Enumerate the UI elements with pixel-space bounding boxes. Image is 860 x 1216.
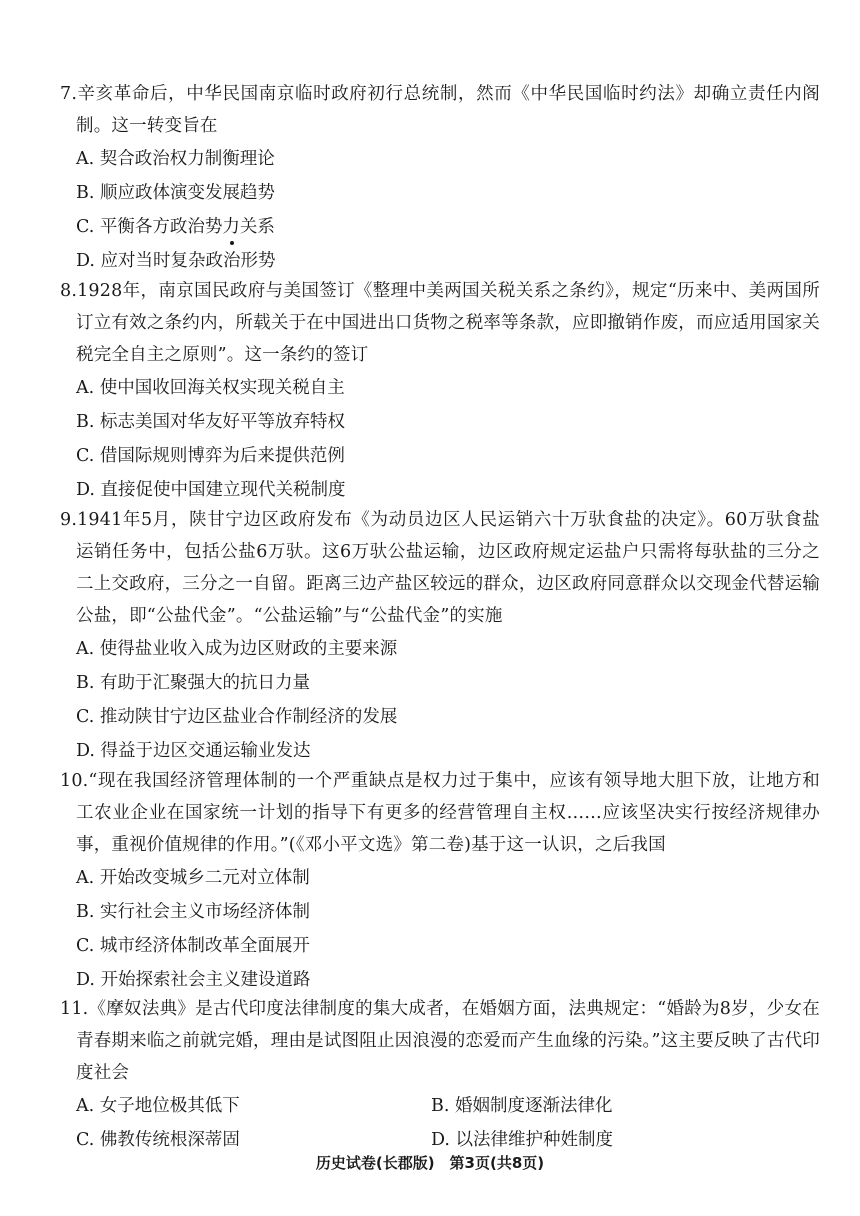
option-a[interactable]: A. 女子地位极其低下 <box>76 1096 240 1116</box>
question-stem: 8.1928年，南京国民政府与美国签订《整理中美两国关税关系之条约》，规定“历来中、美两国所订立有效之条约内，所载关于在中国进出口货物之税率等条款，应即撤销作废，而应适用国家关税完全自主之原则”。这一条约的签订 <box>60 281 820 365</box>
option-d[interactable]: D. 得益于边区交通运输业发达 <box>76 741 311 761</box>
option-c[interactable]: C. 佛教传统根深蒂固 <box>76 1130 240 1150</box>
option-list <box>60 632 820 768</box>
option-list <box>60 142 820 278</box>
option-b[interactable]: B. 婚姻制度逐渐法律化 <box>431 1096 613 1116</box>
option-d[interactable]: D. 以法律维护种姓制度 <box>431 1130 614 1150</box>
question-11 <box>60 993 820 1157</box>
option-b[interactable]: B. 有助于汇聚强大的抗日力量 <box>76 673 310 693</box>
option-b[interactable]: B. 顺应政体演变发展趋势 <box>76 183 275 203</box>
question-stem: 9.1941年5月，陕甘宁边区政府发布《为动员边区人民运销六十万驮食盐的决定》。60万驮食盐运销任务中，包括公盐6万驮。这6万驮公盐运输，边区政府规定运盐户只需将每驮盐的三分之二上交政府，三分之一自留。距离三边产盐区较远的群众，边区政府同意群众以交现金代替运输公盐，即“公盐代金”。“公盐运输”与“公盐代金”的实施 <box>60 510 820 626</box>
emphasis-dot-char: 治 <box>223 244 241 278</box>
question-stem: 7.辛亥革命后，中华民国南京临时政府初行总统制，然而《中华民国临时约法》却确立责任内阁制。这一转变旨在 <box>60 84 820 136</box>
question-7 <box>60 78 820 278</box>
option-list <box>60 1089 820 1157</box>
question-9 <box>60 504 820 768</box>
option-d-text-start: D. 应对当时复杂政 <box>76 251 224 271</box>
option-b[interactable]: B. 实行社会主义市场经济体制 <box>76 902 310 922</box>
option-list <box>60 861 820 997</box>
option-d[interactable]: D. 开始探索社会主义建设道路 <box>76 970 311 990</box>
option-d[interactable] <box>76 244 820 278</box>
option-a[interactable]: A. 使得盐业收入成为边区财政的主要来源 <box>76 639 398 659</box>
option-c[interactable]: C. 城市经济体制改革全面展开 <box>76 936 310 956</box>
option-c[interactable]: C. 推动陕甘宁边区盐业合作制经济的发展 <box>76 707 398 727</box>
option-list <box>60 371 820 507</box>
option-a[interactable]: A. 契合政治权力制衡理论 <box>76 149 275 169</box>
question-8 <box>60 275 820 507</box>
question-stem: 11.《摩奴法典》是古代印度法律制度的集大成者，在婚姻方面，法典规定：“婚龄为8岁，少女在青春期来临之前就完婚，理由是试图阻止因浪漫的恋爱而产生血缘的污染。”这主要反映了古代印度社会 <box>60 999 820 1083</box>
option-c[interactable]: C. 借国际规则博弈为后来提供范例 <box>76 446 345 466</box>
option-a[interactable]: A. 使中国收回海关权实现关税自主 <box>76 378 345 398</box>
option-b[interactable]: B. 标志美国对华友好平等放弃特权 <box>76 412 345 432</box>
option-a[interactable]: A. 开始改变城乡二元对立体制 <box>76 868 310 888</box>
option-d-text-end: 形势 <box>240 251 276 271</box>
question-10 <box>60 765 820 997</box>
option-d[interactable]: D. 直接促使中国建立现代关税制度 <box>76 480 346 500</box>
question-stem: 10.“现在我国经济管理体制的一个严重缺点是权力过于集中，应该有领导地大胆下放，让地方和工农业企业在国家统一计划的指导下有更多的经营管理自主权……应该坚决实行按经济规律办事，重视价值规律的作用。”(《邓小平文选》第二卷)基于这一认识，之后我国 <box>60 771 820 855</box>
page-footer: 历史试卷(长郡版) 第3页(共8页) <box>315 1154 545 1172</box>
option-c[interactable]: C. 平衡各方政治势力关系 <box>76 217 275 237</box>
